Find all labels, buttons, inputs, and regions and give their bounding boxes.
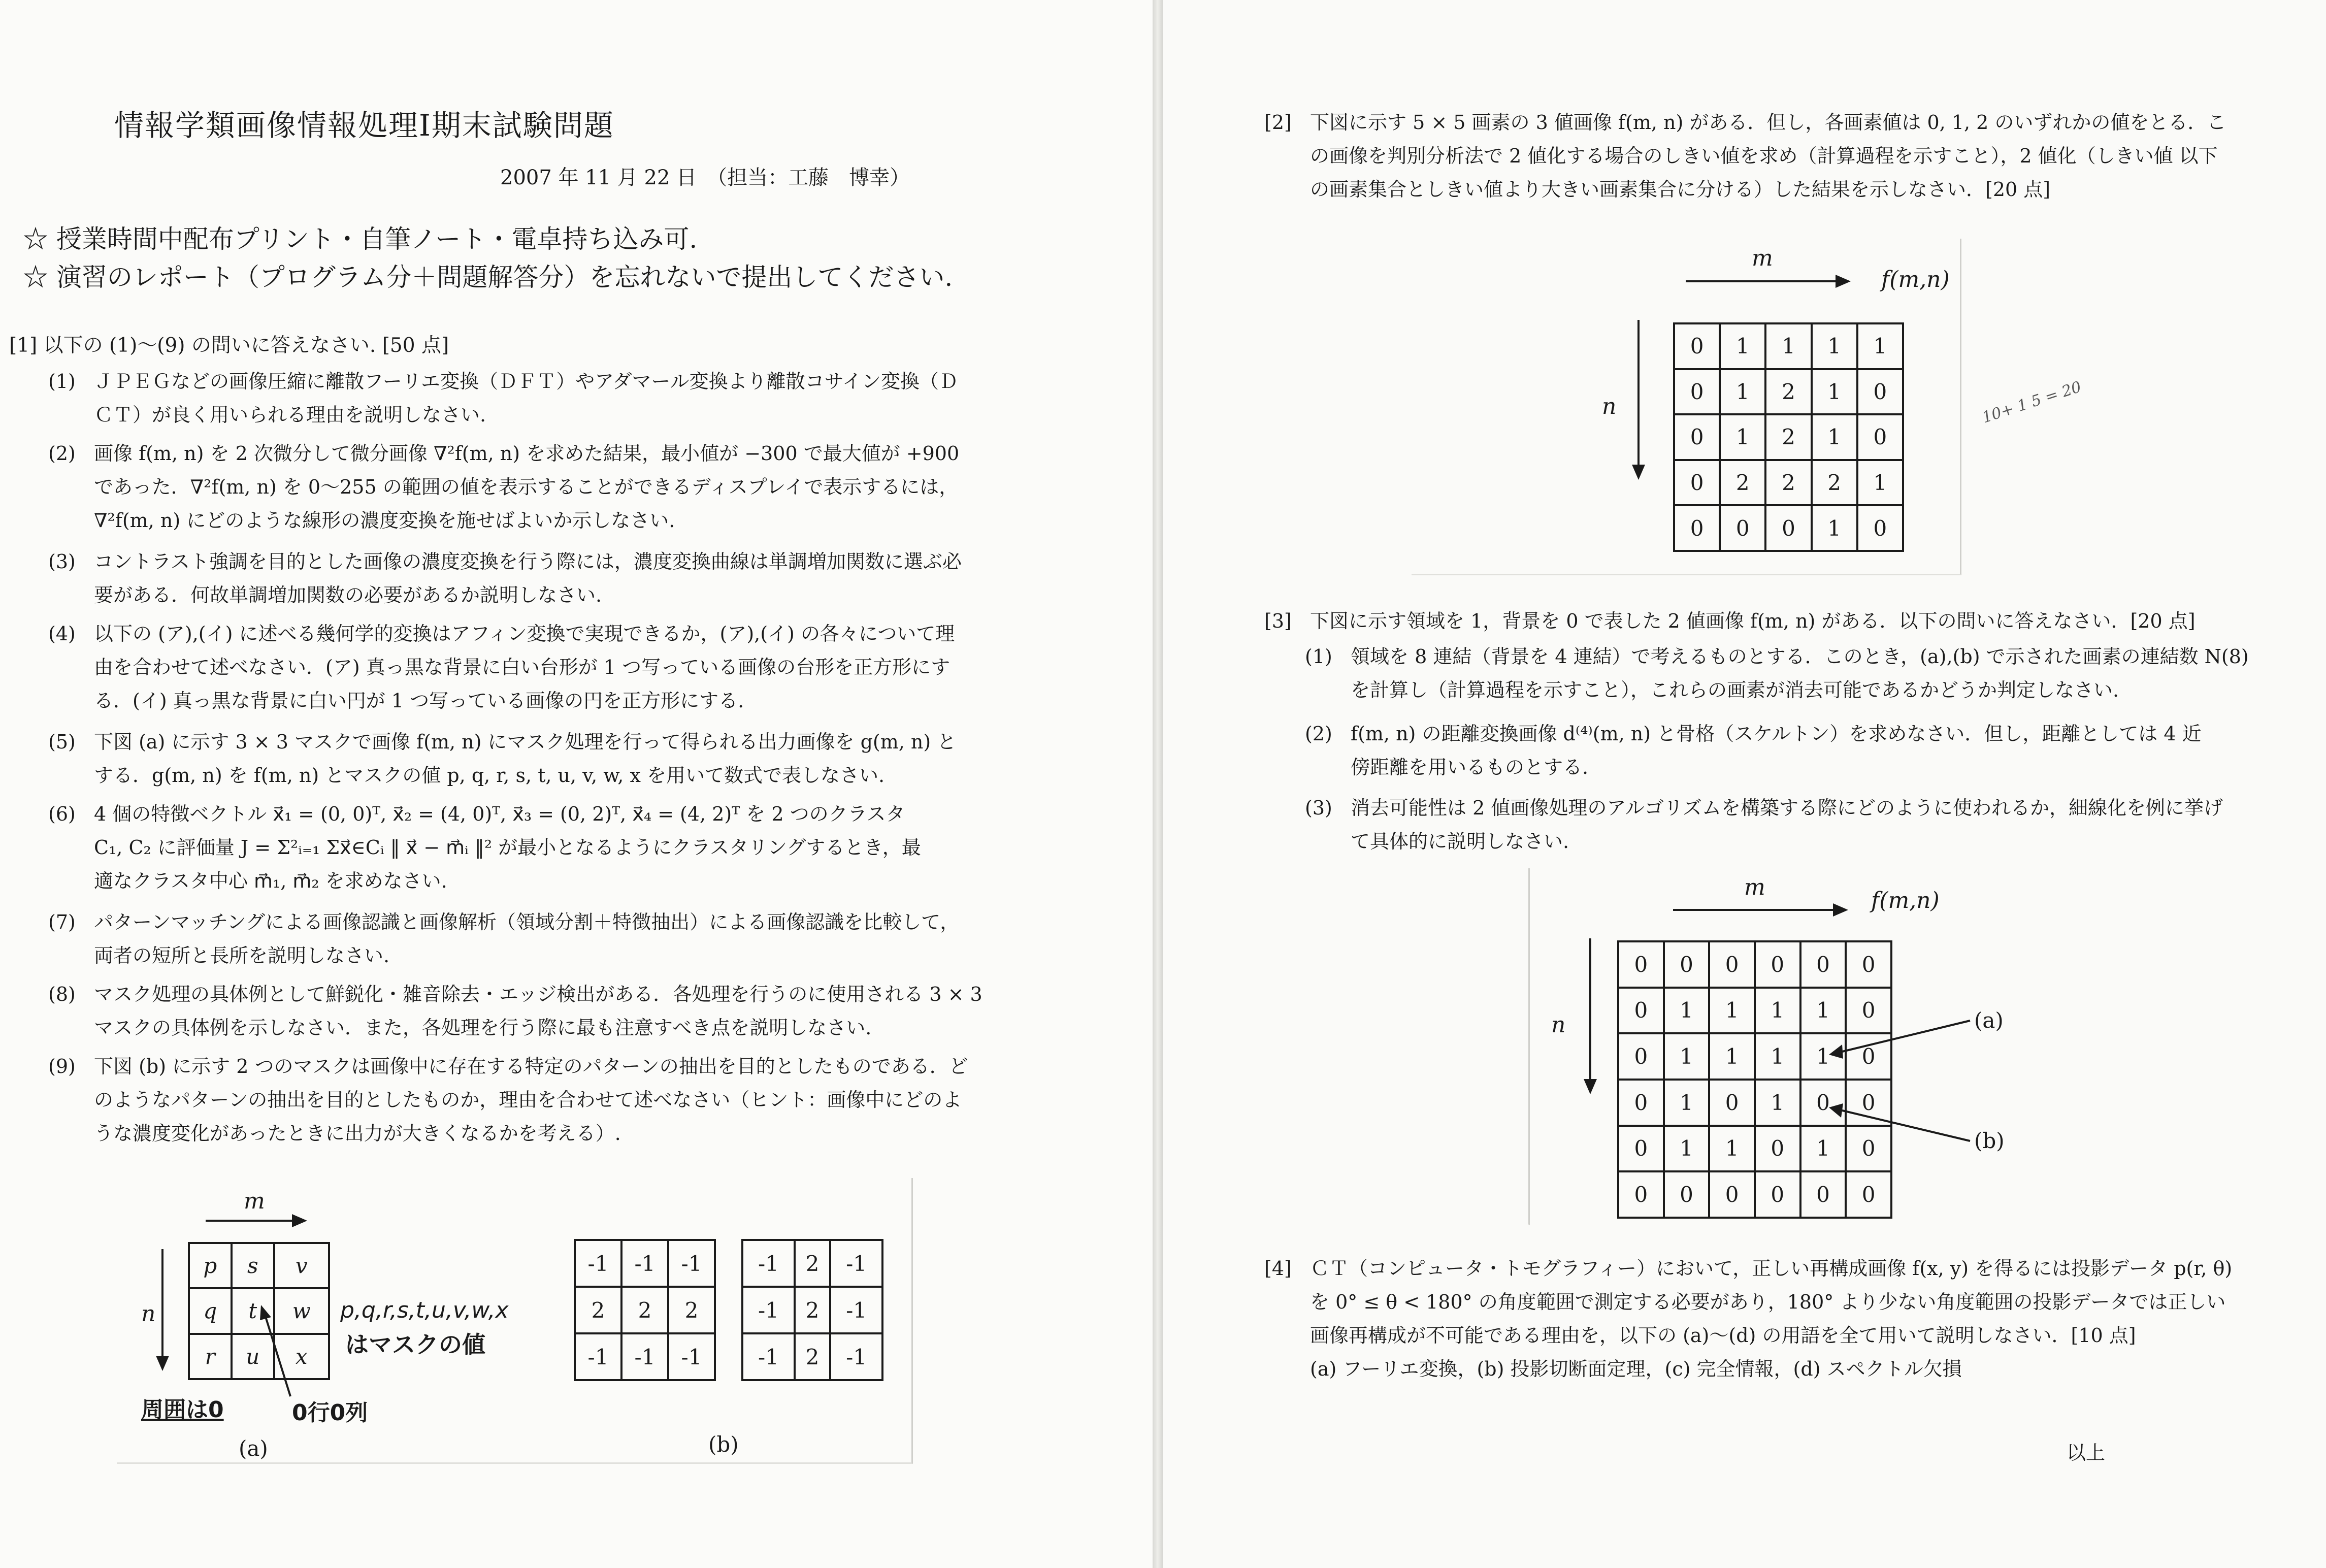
mask-cell: -1: [830, 1240, 882, 1287]
m-axis-arrow: [1673, 909, 1836, 911]
question-line: の画像を判別分析法で 2 値化する場合のしきい値を求め（計算過程を示すこと），2 値化（しきい値 以下: [1310, 145, 2218, 167]
question-line: 要がある．何故単調増加関数の必要があるか説明しなさい.: [94, 584, 602, 606]
m-axis-arrow: [1686, 280, 1838, 282]
arrowhead-icon: [1632, 465, 1645, 480]
right-page: [1163, 0, 2326, 1568]
pixel-cell: 0: [1664, 1171, 1710, 1218]
pixel-cell: 1: [1755, 1033, 1800, 1080]
pixel-cell: 1: [1812, 414, 1857, 460]
handwritten-note: 10+ 1 5 = 20: [1980, 378, 2084, 427]
notice-1: ☆ 授業時間中配布プリント・自筆ノート・電卓持ち込み可.: [23, 224, 698, 254]
pixel-cell: 1: [1664, 1033, 1710, 1080]
question-line: を計算し（計算過程を示すこと），これらの画素が消去可能であるかどうか判定しなさい.: [1351, 679, 2119, 701]
pixel-cell: 0: [1674, 323, 1720, 369]
question-number: (3): [1305, 797, 1332, 819]
question-number: (2): [1305, 723, 1332, 745]
n-axis-label: n: [1602, 394, 1617, 419]
pixel-cell: 1: [1755, 1080, 1800, 1126]
origin-pointer-arrow: [254, 1300, 315, 1401]
pixel-cell: 2: [1765, 414, 1811, 460]
pixel-cell: 1: [1857, 323, 1903, 369]
pixel-cell: 0: [1709, 941, 1755, 988]
n-axis-label: n: [141, 1301, 156, 1327]
mask-values-note-2: はマスクの値: [345, 1331, 485, 1358]
question-line: 下図 (b) に示す 2 つのマスクは画像中に存在する特定のパターンの抽出を目的としたものである．ど: [94, 1055, 968, 1077]
notice-2: ☆ 演習のレポート（プログラム分＋問題解答分）を忘れないで提出してください.: [23, 263, 953, 292]
mask-cell: -1: [742, 1287, 795, 1333]
image-label: f(m,n): [1881, 267, 1950, 292]
arrowhead-icon: [1833, 903, 1848, 917]
mask-cell: r: [189, 1334, 232, 1379]
pixel-cell: 1: [1857, 460, 1903, 506]
question-line: 下図に示す 5 × 5 画素の 3 値画像 f(m, n) がある．但し，各画素値は 0, 1, 2 のいずれかの値をとる．こ: [1310, 111, 2226, 134]
pointer-arrows: [1818, 1008, 1990, 1155]
question-number: [3]: [1264, 610, 1292, 632]
mask-cell: -1: [575, 1240, 621, 1287]
pixel-cell: 0: [1800, 941, 1846, 988]
mask-cell: 2: [668, 1287, 715, 1333]
mask-cell: -1: [742, 1240, 795, 1287]
mask-cell: -1: [830, 1333, 882, 1380]
mask-cell: w: [274, 1288, 329, 1333]
pixel-cell: 0: [1664, 941, 1710, 988]
question-line: マスク処理の具体例として鮮鋭化・雑音除去・エッジ検出がある．各処理を行うのに使用される 3 × 3: [94, 983, 982, 1005]
section-1-header: [1] 以下の (1)～(9) の問いに答えなさい. [50 点]: [9, 334, 449, 357]
mask-cell: -1: [668, 1333, 715, 1380]
mask-cell: 2: [795, 1333, 830, 1380]
pixel-cell: 0: [1800, 1080, 1846, 1126]
pixel-cell: 0: [1755, 941, 1800, 988]
n-axis-arrow: [1637, 320, 1640, 470]
left-page: [0, 0, 1153, 1568]
page-gutter: [1153, 0, 1163, 1568]
question-number: (4): [48, 623, 76, 645]
pixel-cell: 1: [1709, 988, 1755, 1034]
question-line: パターンマッチングによる画像認識と画像解析（領域分割＋特徴抽出）による画像認識を比較して，: [94, 911, 960, 933]
q2-image-grid: [1673, 322, 1904, 552]
question-line: 両者の短所と長所を説明しなさい.: [94, 944, 390, 967]
mask-cell: 2: [795, 1240, 830, 1287]
pixel-cell: 1: [1765, 323, 1811, 369]
pixel-cell: 1: [1800, 988, 1846, 1034]
mask-cell: -1: [575, 1333, 621, 1380]
question-line: 画像 f(m, n) を 2 次微分して微分画像 ∇²f(m, n) を求めた結果，最小値が −300 で最大値が +900: [94, 442, 960, 465]
question-line: 領域を 8 連結（背景を 4 連結）で考えるものとする．このとき，(a),(b) で示された画素の連結数 N(8): [1351, 645, 2249, 668]
mask-cell: x: [274, 1334, 329, 1379]
n-axis-arrow: [1589, 938, 1591, 1083]
question-line: 消去可能性は 2 値画像処理のアルゴリズムを構築する際にどのように使われるか，細線化を例に挙げ: [1351, 797, 2223, 819]
pixel-cell: 1: [1812, 369, 1857, 415]
m-axis-label: m: [1744, 874, 1765, 900]
pixel-cell: 0: [1846, 1080, 1891, 1126]
pixel-cell: 1: [1800, 1033, 1846, 1080]
pixel-cell: 0: [1674, 460, 1720, 506]
question-number: (2): [48, 442, 76, 465]
question-line: マスクの具体例を示しなさい．また，各処理を行う際に最も注意すべき点を説明しなさい.: [94, 1017, 872, 1039]
pixel-cell: 0: [1674, 369, 1720, 415]
question-line: を 0° ≤ θ < 180° の角度範囲で測定する必要があり，180° より少ない角度範囲の投影データでは正しい: [1310, 1291, 2226, 1313]
m-axis-arrow: [206, 1220, 294, 1222]
figure-b-caption: (b): [708, 1432, 739, 1457]
label-b: (b): [1974, 1128, 2005, 1153]
mask-table-b1: [574, 1239, 716, 1381]
mask-cell: 2: [575, 1287, 621, 1333]
exam-title: 情報学類画像情報処理Ⅰ期末試験問題: [114, 108, 614, 143]
mask-cell: u: [232, 1334, 274, 1379]
arrowhead-icon: [292, 1214, 307, 1227]
pixel-cell: 0: [1765, 505, 1811, 551]
question-line: ∇²f(m, n) にどのような線形の濃度変換を施せばよいか示しなさい.: [94, 509, 675, 532]
image-label: f(m,n): [1871, 888, 1940, 913]
question-line: 傍距離を用いるものとする.: [1351, 756, 1589, 778]
question-number: (6): [48, 803, 76, 825]
question-number: (3): [48, 550, 76, 573]
pixel-cell: 1: [1800, 1126, 1846, 1172]
question-number: [2]: [1264, 111, 1292, 134]
pixel-cell: 0: [1846, 1171, 1891, 1218]
pixel-cell: 0: [1846, 941, 1891, 988]
pixel-cell: 0: [1755, 1126, 1800, 1172]
pixel-cell: 2: [1720, 460, 1765, 506]
pixel-cell: 1: [1720, 369, 1765, 415]
question-line: ＪＰＥＧなどの画像圧縮に離散フーリエ変換（ＤＦＴ）やアダマール変換より離散コサイン変換（Ｄ: [94, 370, 959, 393]
question-line: 画像再構成が不可能である理由を，以下の (a)～(d) の用語を全て用いて説明しなさい．[10 点]: [1310, 1324, 2136, 1347]
pixel-cell: 1: [1664, 1126, 1710, 1172]
mask-cell: s: [232, 1243, 274, 1288]
pixel-cell: 0: [1709, 1171, 1755, 1218]
question-number: (7): [48, 911, 76, 933]
pixel-cell: 0: [1846, 1033, 1891, 1080]
pixel-cell: 1: [1755, 988, 1800, 1034]
pixel-cell: 1: [1720, 323, 1765, 369]
pixel-cell: 0: [1618, 1080, 1664, 1126]
arrowhead-icon: [1584, 1079, 1597, 1094]
mask-cell: p: [189, 1243, 232, 1288]
pixel-cell: 2: [1765, 460, 1811, 506]
pixel-cell: 0: [1674, 414, 1720, 460]
question-line: る．(イ) 真っ黒な背景に白い円が 1 つ写っている画像の円を正方形にする.: [94, 690, 744, 712]
end-mark: 以上: [2067, 1442, 2106, 1464]
pixel-cell: 0: [1618, 1126, 1664, 1172]
question-line: コントラスト強調を目的とした画像の濃度変換を行う際には，濃度変換曲線は単調増加関数に選ぶ必: [94, 550, 962, 573]
question-number: (8): [48, 983, 76, 1005]
pixel-cell: 0: [1674, 505, 1720, 551]
pixel-cell: 1: [1812, 505, 1857, 551]
pixel-cell: 0: [1618, 1033, 1664, 1080]
mask-cell: -1: [621, 1333, 668, 1380]
mask-cell: q: [189, 1288, 232, 1333]
mask-cell: -1: [830, 1287, 882, 1333]
pixel-cell: 0: [1800, 1171, 1846, 1218]
pixel-cell: 0: [1618, 1171, 1664, 1218]
question-line: 以下の (ア),(イ) に述べる幾何学的変換はアフィン変換で実現できるか，(ア),(イ) の各々について理: [94, 623, 955, 645]
question-number: (9): [48, 1055, 76, 1077]
pixel-cell: 0: [1709, 1080, 1755, 1126]
mask-cell: -1: [621, 1240, 668, 1287]
exam-date: 2007 年 11 月 22 日 （担当：工藤 博幸）: [500, 166, 910, 189]
pixel-cell: 2: [1812, 460, 1857, 506]
mask-values-note: p,q,r,s,t,u,v,w,x: [340, 1297, 509, 1323]
pixel-cell: 1: [1709, 1033, 1755, 1080]
question-line: ＣＴ）が良く用いられる理由を説明しなさい.: [94, 404, 486, 426]
pixel-cell: 0: [1846, 988, 1891, 1034]
pixel-cell: 1: [1812, 323, 1857, 369]
question-number: (1): [48, 370, 76, 393]
pixel-cell: 1: [1709, 1126, 1755, 1172]
pixel-cell: 1: [1664, 1080, 1710, 1126]
pixel-cell: 2: [1765, 369, 1811, 415]
question-number: (1): [1305, 645, 1332, 668]
question-line: 下図 (a) に示す 3 × 3 マスクで画像 f(m, n) にマスク処理を行って得られる出力画像を g(m, n) と: [94, 731, 957, 753]
question-line: 由を合わせて述べなさい．(ア) 真っ黒な背景に白い台形が 1 つ写っている画像の台形を正方形にす: [94, 656, 951, 678]
question-line: の画素集合としきい値より大きい画素集合に分ける）した結果を示しなさい．[20 点]: [1310, 178, 2051, 201]
question-line: であった．∇²f(m, n) を 0～255 の範囲の値を表示することができるディスプレイで表示するには，: [94, 476, 959, 498]
n-axis-label: n: [1551, 1012, 1566, 1038]
question-line: 適なクラスタ中心 m⃗₁, m⃗₂ を求めなさい.: [94, 870, 447, 892]
m-axis-label: m: [244, 1188, 265, 1214]
pixel-cell: 0: [1618, 988, 1664, 1034]
pixel-cell: 0: [1720, 505, 1765, 551]
pixel-cell: 0: [1857, 414, 1903, 460]
question-line: のようなパターンの抽出を目的としたものか，理由を合わせて述べなさい（ヒント：画像中にどのよ: [94, 1089, 962, 1111]
question-line: する．g(m, n) を f(m, n) とマスクの値 p, q, r, s, t, u, v, w, x を用いて数式で表しなさい.: [94, 764, 885, 787]
mask-cell: -1: [668, 1240, 715, 1287]
mask-table-b2: [741, 1239, 883, 1381]
arrowhead-icon: [1836, 275, 1851, 288]
question-line: 4 個の特徴ベクトル x⃗₁ = (0, 0)ᵀ, x⃗₂ = (4, 0)ᵀ, x⃗₃ = (0, 2)ᵀ, x⃗₄ = (4, 2)ᵀ を 2 つのクラスタ: [94, 803, 905, 825]
pixel-cell: 0: [1755, 1171, 1800, 1218]
question-number: [4]: [1264, 1257, 1292, 1280]
mask-cell: -1: [742, 1333, 795, 1380]
figure-a-caption: (a): [239, 1436, 268, 1461]
mask-cell: 2: [621, 1287, 668, 1333]
question-line: (a) フーリエ変換，(b) 投影切断面定理，(c) 完全情報，(d) スペクトル欠損: [1310, 1358, 1962, 1380]
question-line: うな濃度変化があったときに出力が大きくなるかを考える）.: [94, 1122, 621, 1145]
pixel-cell: 0: [1857, 369, 1903, 415]
arrowhead-icon: [156, 1356, 169, 1371]
pixel-cell: 1: [1720, 414, 1765, 460]
m-axis-label: m: [1752, 245, 1773, 271]
figure-frame: [1528, 868, 1530, 1225]
mask-cell: 2: [795, 1287, 830, 1333]
mask-cell: t: [232, 1288, 274, 1333]
question-line: 下図に示す領域を 1，背景を 0 で表した 2 値画像 f(m, n) がある．以下の問いに答えなさい．[20 点]: [1310, 610, 2196, 632]
label-a: (a): [1974, 1008, 2004, 1033]
mask-cell: v: [274, 1243, 329, 1288]
question-line: ＣＴ（コンピュータ・トモグラフィー）において，正しい再構成画像 f(x, y) を得るには投影データ p(r, θ): [1310, 1257, 2233, 1280]
border-zero-note: 周囲は0: [141, 1397, 224, 1423]
n-axis-arrow: [161, 1249, 163, 1358]
question-number: (5): [48, 731, 76, 753]
pixel-cell: 0: [1846, 1126, 1891, 1172]
origin-note: 0行0列: [292, 1400, 368, 1426]
pixel-cell: 1: [1664, 988, 1710, 1034]
pixel-cell: 0: [1618, 941, 1664, 988]
question-line: f(m, n) の距離変換画像 d⁽⁴⁾(m, n) と骨格（スケルトン）を求めなさい．但し，距離としては 4 近: [1351, 723, 2202, 745]
question-line: C₁, C₂ に評価量 J = Σ²ᵢ₌₁ Σx⃗∈Cᵢ ‖ x⃗ − m⃗ᵢ ‖² が最小となるようにクラスタリングするとき，最: [94, 836, 921, 859]
question-line: て具体的に説明しなさい.: [1351, 830, 1569, 853]
pixel-cell: 0: [1857, 505, 1903, 551]
